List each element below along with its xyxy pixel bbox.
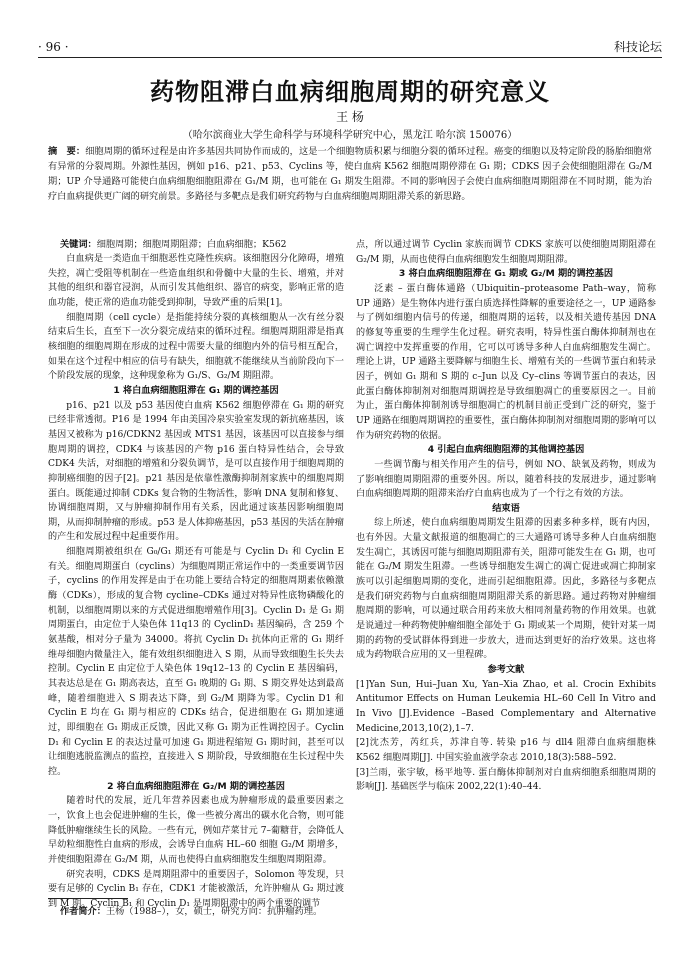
page-number: · 96 · — [38, 40, 69, 54]
section-3-paragraph-1: 泛素 – 蛋白酶体通路（Ubiquitin–proteasome Path–way，简称 UP 通路）是生物体内进行蛋白质选择性降解的重要途径之一，UP 通路参与了例如细胞内信号的传递，细胞周期的运转，以及相关遗传基因 DNA 的修复等重要的生理学生化过程。研究表明，特异性蛋白酶体抑制剂也在凋亡调控中发挥重要的作用，它可以可诱导多种人白血病细胞发生凋亡。理论上讲，UP 通路主要降解与细胞生长、增殖有关的一些调节蛋白和转录因子，例如 G₁ 期和 S 期的 c–Jun 以及 Cy–clins 等调节蛋白的表达，因此蛋白酶体抑制剂对细胞周期调控是导致细胞凋亡的重要原因之一。目前为止，蛋白酶体抑制剂诱导细胞凋亡的机制目前正受到广泛的研究，鉴于 UP 通路在细胞周期调控的重要性，蛋白酶体抑制剂对细胞周期的影响可以作为研究药物的依据。 — [356, 283, 656, 441]
article-title: 药物阻滞白血病细胞周期的研究意义 — [150, 77, 550, 106]
footnote-label: 作者简介： — [60, 906, 106, 917]
abstract-text: 细胞周期的循环过程是由许多基因共同协作而成的，这是一个细胞物质积累与细胞分裂的循环过程。癌变的细胞以及特定阶段的肠胎细胞常有异常的分裂周期。外源性基因，例如 p16、p21、p53、Cyclins 等，使白血病 K562 细胞周期停滞在 G₁ 期；CDKS 因子会使细胞阻滞在 G₂/M 期；UP 介导通路可能使白血病细胞细胞阻滞在 G₁/M 期，也可能在 G₁ 期发生阻滞。不同的影响因子会使白血病细胞周期阻滞在不同时期，能为治疗白血病提供更广阔的研究前景。多路径与多靶点是我们研究药物与白血病细胞周期阻滞关系的新思路。 — [48, 146, 653, 202]
section-2-heading: 2 将白血病细胞阻滞在 G₂/M 期的调控基因 — [107, 780, 285, 792]
right-column — [356, 238, 656, 795]
abstract — [48, 144, 652, 204]
conclusion-heading: 结束语 — [492, 502, 520, 514]
reference-item: [2]沈杰芳，芮红兵，苏津自等. 转染 p16 与 dll4 阻滞白血病细胞株 K562 细胞周期[J]. 中国实验血液学杂志 2010,18(3):588–592. — [356, 738, 656, 763]
footnote-text: 王杨（1988–），女，硕士，研究方向：抗肿瘤药理。 — [105, 906, 323, 917]
header-rule — [38, 57, 662, 58]
journal-name: 科技论坛 — [613, 40, 662, 54]
author-footnote — [60, 903, 322, 917]
section-1-heading: 1 将白血病细胞阻滞在 G₁ 期的调控基因 — [113, 384, 279, 396]
reference-item: [1]Yan Sun, Hui–Juan Xu, Yan–Xia Zhao, et al. Crocin Exhibits Antitumor Effects on Human Leukemia HL–60 Cell In Vitro and In Vivo [J].Evidence –Based Complementary and Alternative Medicine,2013,10(2),1–7. — [356, 679, 656, 734]
references-heading: 参考文献 — [487, 664, 525, 676]
footnote-rule — [48, 898, 128, 899]
article-affiliation: （哈尔滨商业大学生命科学与环境科学研究中心，黑龙江 哈尔滨 150076） — [182, 130, 518, 141]
intro-paragraph-2: 细胞周期（cell cycle）是指能持续分裂的真核细胞从一次有丝分裂结束后生长，直至下一次分裂完成结束的循环过程。细胞周期阻滞是指真核细胞的细胞周期在形成的过程中需要大量的细胞内外的信号相互配合，如果在这个过程中相应的信号有缺失，细胞就不能继续从当前阶段向下一个阶段发展的现象，这种现象称为 G₁/S、G₂/M 期阻滞。 — [48, 312, 344, 382]
keywords-label: 关键词： — [60, 239, 97, 250]
reference-item: [3]兰雨，张宇敏，杨平地等. 蛋白酶体抑制剂对白血病细胞系细胞周期的影响[J]. 基础医学与临床 2002,22(1):40–44. — [356, 767, 656, 793]
keywords-text: 细胞周期；细胞周期阻滞；白血病细胞；K562 — [96, 239, 287, 250]
continued-paragraph: 点，所以通过调节 Cyclin 家族而调节 CDKS 家族可以使细胞周期阻滞在 G₂/M 期，从而也使得白血病细胞发生细胞周期阻滞。 — [356, 240, 656, 265]
section-4-paragraph-1: 一些调节酶与相关作用产生的信号，例如 NO、缺氧及药物，则成为了影响细胞周期阻滞的重要外因。所以，随着科技的发展进步，通过影响白血病细胞周期的阻滞来治疗白血病也成为了一个行之有效的方法。 — [356, 459, 656, 500]
intro-paragraph-1: 白血病是一类造血干细胞恶性克隆性疾病。该细胞因分化障碍，增殖失控，凋亡受阻等机制在一些造血组织和骨髓中大量的生长、增殖，并对其他的组织和器官浸润，从而引发其他组织、器官的病变，影响正常的造血功能，使正常的造血功能受到抑制，导致严重的后果[1]。 — [48, 254, 344, 308]
section-4-heading: 4 引起白血病细胞阻滞的其他调控基因 — [427, 444, 585, 456]
section-3-heading: 3 将白血病细胞阻滞在 G₁ 期或 G₂/M 期的调控基因 — [398, 268, 614, 280]
conclusion-paragraph: 综上所述，使白血病细胞周期发生阻滞的因素多种多样，既有内因，也有外因。大量文献报道的细胞凋亡的三大通路可诱导多种人白血病细胞发生凋亡，其诱因可能与细胞周期阻滞有关，阻滞可能发生在 G₁ 期，也可能在 G₂/M 期发生阻滞。一些诱导细胞发生凋亡的凋亡促进或凋亡抑制家族可以引起细胞周期的变化，进而引起细胞阻滞。因此，多路径与多靶点是我们研究药物与白血病细胞周期阻滞关系的新思路。通过药物对肿瘤细胞周期的影响，可以通过联合用药来放大相同剂量药物的作用效果。也就是说通过一种药物使肿瘤细胞全部处于 G₁ 期或某一个周期，使针对某一周期的药物的受试群体得到进一步放大，进而达到更好的治疗效果。这也将成为药物联合应用的又一里程碑。 — [356, 518, 656, 661]
section-1-paragraph-1: p16、p21 以及 p53 基因使白血病 K562 细胞停滞在 G₁ 期的研究已经非常透彻。P16 是 1994 年由美国冷泉实验室发现的新抗癌基因，该基因又被称为 p16/CDKN2 基因或 MTS1 基因，该基因可以直接参与细胞周期的调控，CDK4 与该基因的产物 p16 蛋白特异性结合，会导致 CDK4 失活，对细胞的增殖和分裂负调节，是可以直接作用于细胞周期的抑制癌细胞的因子[2]。p21 基因是依靠性激酶抑制剂家族中的细胞周期蛋白。既能通过抑制 CDKs 复合物的生物活性，影响 DNA 复制和修复、协调细胞周期，又与肿瘤抑制作用有关系，因此通过该基因影响细胞周期，从而抑制肿瘤的形成。p53 是人体抑癌基因，p53 基因的失活在肿瘤的产生和发展过程中起重要作用。 — [48, 400, 344, 543]
references-list — [356, 678, 656, 795]
abstract-label: 摘 要： — [48, 146, 86, 157]
section-2-paragraph-1: 随着时代的发展，近几年营养因素也成为肿瘤形成的最重要因素之一，饮食上也会促进肿瘤的生长，像一些被分离出的碳水化合物，则可能降低肿瘤继续生长的风险。一些有元，例如芹菜甘元 7–葡糖苷，会降低人早幼粒细胞性白血病的形成，会诱导白血病 HL–60 细胞 G₂/M 期增多，并使细胞阻滞在 G₂/M 期，从而也使得白血病细胞发生细胞周期阻滞。 — [48, 796, 344, 865]
section-2-paragraph-2: 研究表明，CDKS 是周期阻滞中的重要因子，Solomon 等发现，只要有足够的 Cyclin B₁ 存在，CDK1 才能被激活，允许肿瘤从 G₂ 期过渡到 M 期。Cyclin B₁ 和 Cyclin D₁ 是周期阻滞中的两个重要的调节 — [48, 869, 344, 909]
left-column — [48, 252, 344, 912]
article-author: 王 杨 — [336, 110, 364, 124]
section-1-paragraph-2: 细胞周期被组织在 G₀/G₁ 期还有可能是与 Cyclin D₁ 和 Cyclin E 有关。细胞周期蛋白（cyclins）为细胞周期正常运作中的一类重要调节因子，cyclins 的作用发挥是由于在功能上要结合特定的细胞周期素依赖激酶（CDKs），形成的复合物 cycline–CDKs 通过对特异性底物磷酸化的机制，以细胞周期以来的方式促进细胞增殖作用[3]。Cyclin D₁ 是 G₁ 期周期蛋白，由定位于人染色体 11q13 的 CyclinD₁ 基因编码，含 259 个氨基酸，相对分子量为 34000。将抗 Cyclin D₁ 抗体向正常的 G₁ 期纤维母细胞内微量注入，能有效组织细胞进入 S 期，从而导致细胞生长失去控制。Cyclin E 由定位于人染色体 19q12–13 的 Cyclin E 基因编码，其表达总是在 G₁ 期高表达，直至 G₁ 晚期的 G₁ 期、S 期交界处达到最高峰，随着细胞进入 S 期表达下降，到 G₂/M 期降为零。Cyclin D1 和 Cyclin E 均在 G₁ 期与相应的 CDKs 结合，促进细胞在 G₁ 期加速通过，即细胞在 G₁ 期成正反馈，因此又称 G₁ 期为正性调控因子。Cyclin D₁ 和 Cyclin E 的表达过量可加速 G₁ 期进程缩短 G₁ 期时间，甚至可以让细胞逃脱监测点的监控，直接进入 S 期阶段，导致细胞在生长过程中失控。 — [48, 547, 344, 777]
